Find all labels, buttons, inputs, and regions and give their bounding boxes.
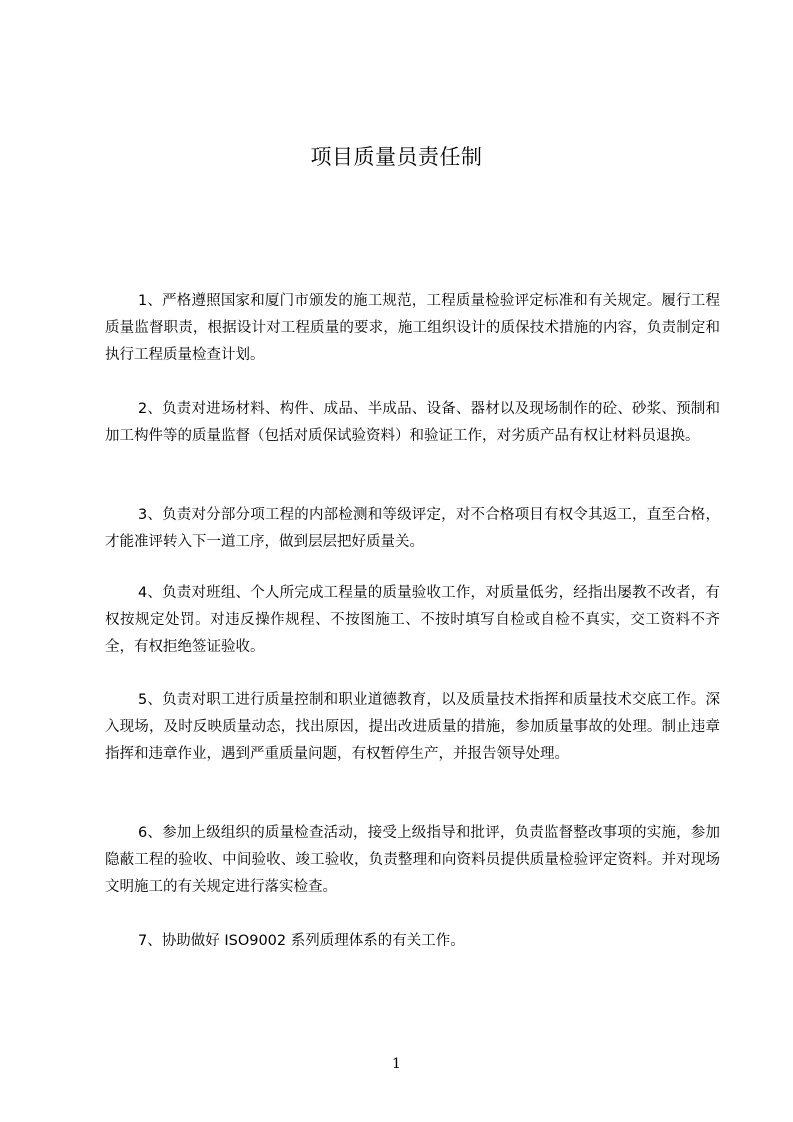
document-title: 项目质量员责任制 bbox=[310, 145, 483, 169]
paragraph-6: 6、参加上级组织的质量检查活动，接受上级指导和批评，负责监督整改事项的实施，参加隐蔽工程的验收、中间验收、竣工验收，负责整理和向资料员提供质量检验评定资料。并对现场文明施工的有关规定进行落实检查。 bbox=[105, 825, 720, 895]
paragraph-7: 7、协助做好 ISO9002 系列质理体系的有关工作。 bbox=[138, 933, 465, 949]
page-number: 1 bbox=[392, 1056, 401, 1072]
paragraph-3: 3、负责对分部分项工程的内部检测和等级评定，对不合格项目有权令其返工，直至合格，才能准评转入下一道工序，做到层层把好质量关。 bbox=[105, 507, 720, 550]
paragraph-4: 4、负责对班组、个人所完成工程量的质量验收工作，对质量低劣，经指出屡教不改者，有权按规定处罚。对违反操作规程、不按图施工、不按时填写自检或自检不真实，交工资料不齐全，有权拒绝签证验收。 bbox=[105, 585, 720, 655]
paragraph-1: 1、严格遵照国家和厦门市颁发的施工规范，工程质量检验评定标准和有关规定。履行工程质量监督职责，根据设计对工程质量的要求，施工组织设计的质保技术措施的内容，负责制定和执行工程质量检查计划。 bbox=[105, 293, 720, 363]
paragraph-2: 2、负责对进场材料、构件、成品、半成品、设备、器材以及现场制作的砼、砂浆、预制和加工构件等的质量监督（包括对质保试验资料）和验证工作，对劣质产品有权让材料员退换。 bbox=[105, 401, 720, 444]
paragraph-5: 5、负责对职工进行质量控制和职业道德教育，以及质量技术指挥和质量技术交底工作。深入现场，及时反映质量动态，找出原因，提出改进质量的措施，参加质量事故的处理。制止违章指挥和违章作业，遇到严重质量问题，有权暂停生产，并报告领导处理。 bbox=[105, 692, 720, 762]
